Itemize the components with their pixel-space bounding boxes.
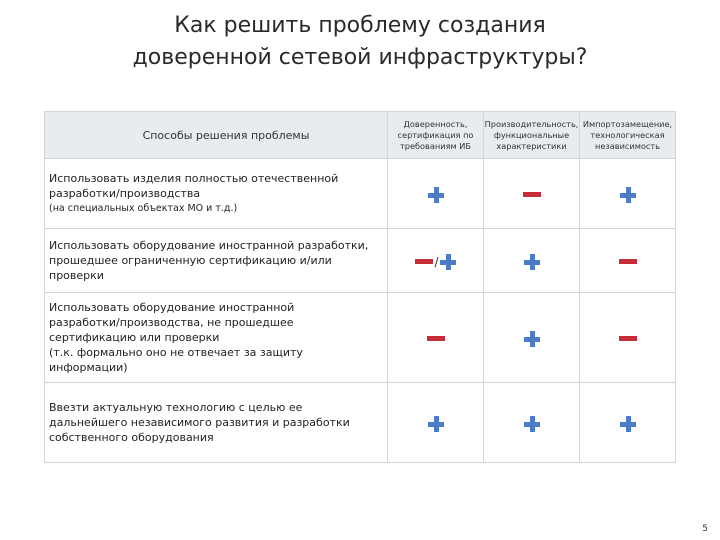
header-trust-line: требованиям ИБ <box>399 140 472 151</box>
mark-cell <box>388 383 484 463</box>
row-text-line: Использовать изделия полностью отечественной <box>49 172 339 185</box>
mark-cell <box>580 383 676 463</box>
slide-title-line-1: Как решить проблему создания <box>174 13 546 38</box>
mark-cell <box>388 293 484 383</box>
row-description <box>45 383 388 463</box>
row-description <box>45 159 388 229</box>
plus-icon <box>620 187 636 203</box>
page-number: 5 <box>702 524 708 534</box>
header-import-line: технологическая <box>590 129 665 140</box>
plus-icon <box>428 416 444 432</box>
minus-icon <box>619 259 637 264</box>
header-trust <box>388 112 484 159</box>
header-performance-line: функциональные <box>493 129 570 140</box>
row-description <box>45 293 388 383</box>
header-performance <box>484 112 580 159</box>
slide-title-line-2: доверенной сетевой инфраструктуры? <box>132 45 588 70</box>
mark-cell <box>484 383 580 463</box>
header-trust-line: Доверенность, <box>403 118 468 129</box>
minus-icon <box>427 336 445 341</box>
header-import-line: Импортозамещение, <box>582 118 673 129</box>
mark-cell <box>580 229 676 293</box>
mark-cell <box>580 293 676 383</box>
table-row <box>45 293 676 383</box>
row-text-line: разработки/производства <box>49 187 201 200</box>
mark-cell <box>484 229 580 293</box>
row-text-line: Использовать оборудование иностранной <box>49 301 295 314</box>
plus-icon <box>428 187 444 203</box>
header-performance-line: Производительность, <box>484 118 579 129</box>
row-text-line: проверки <box>49 269 104 282</box>
table-row <box>45 383 676 463</box>
table-row <box>45 159 676 229</box>
row-text-line: Использовать оборудование иностранной разработки, <box>49 239 369 252</box>
minus-icon <box>523 192 541 197</box>
header-performance-line: характеристики <box>496 140 567 151</box>
row-description <box>45 229 388 293</box>
comparison-table <box>44 111 676 463</box>
plus-icon <box>524 331 540 347</box>
plus-icon <box>524 416 540 432</box>
mark-cell <box>388 229 484 293</box>
header-import-substitution <box>580 112 676 159</box>
header-methods: Способы решения проблемы <box>45 112 388 159</box>
minus-icon <box>415 259 433 264</box>
table-header-row <box>45 112 676 159</box>
minus-icon <box>619 336 637 341</box>
row-text-line: собственного оборудования <box>49 431 214 444</box>
row-text-line: (т.к. формально оно не отвечает за защиту <box>49 346 303 359</box>
slide-title <box>0 10 720 74</box>
mark-cell <box>580 159 676 229</box>
row-text-line: Ввезти актуальную технологию с целью ее <box>49 401 303 414</box>
mark-cell <box>388 159 484 229</box>
row-text-line: прошедшее ограниченную сертификацию и/или <box>49 254 332 267</box>
slash-separator: / <box>434 254 439 269</box>
row-text-line: сертификацию или проверки <box>49 331 220 344</box>
header-import-line: независимость <box>594 140 660 151</box>
row-note: (на специальных объектах МО и т.д.) <box>49 203 238 214</box>
mark-cell <box>484 293 580 383</box>
row-text-line: дальнейшего независимого развития и разработки <box>49 416 350 429</box>
header-trust-line: сертификация по <box>397 129 474 140</box>
row-text-line: разработки/производства, не прошедшее <box>49 316 294 329</box>
table-row <box>45 229 676 293</box>
plus-icon <box>620 416 636 432</box>
mark-cell <box>484 159 580 229</box>
row-text-line: информации) <box>49 361 128 374</box>
plus-icon <box>524 254 540 270</box>
plus-icon <box>440 254 456 270</box>
